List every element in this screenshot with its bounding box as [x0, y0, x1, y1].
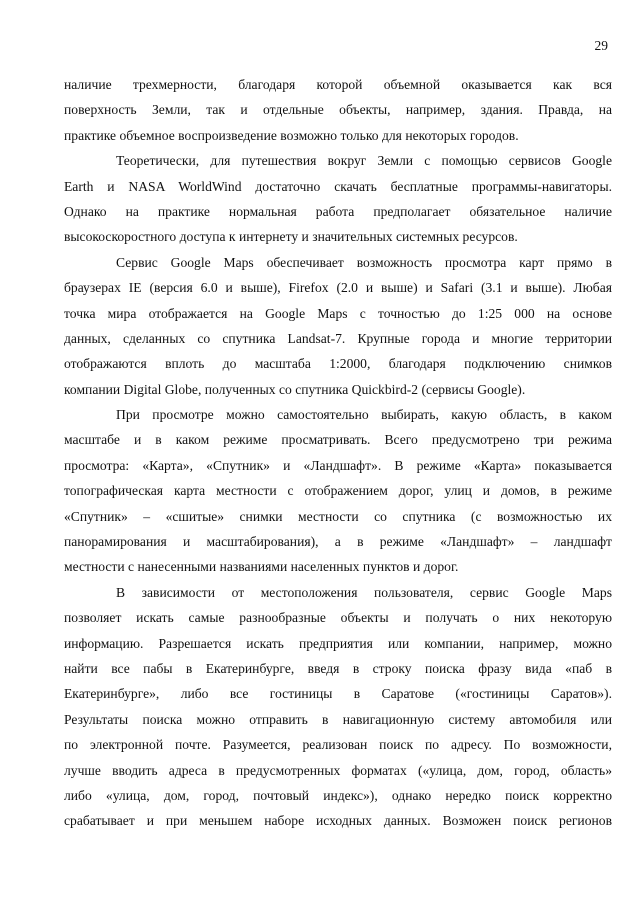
text-line: «Спутник» – «сшитые» снимки местности со спутника (с возможностью их [64, 508, 612, 524]
text-line: отображаются вплоть до масштаба 1:2000, благодаря подключению снимков [64, 356, 612, 372]
page-number: 29 [594, 38, 608, 53]
text-line: данных, сделанных со спутника Landsat-7. Крупные города и многие территории [64, 330, 612, 346]
text-line: информацию. Разрешается искать предприятия или компании, например, можно [64, 635, 612, 651]
text-line: Теоретически, для путешествия вокруг Земли с помощью сервисов Google [116, 153, 612, 169]
text-line: поверхность Земли, так и отдельные объекты, например, здания. Правда, на [64, 102, 612, 118]
text-line: местности с нанесенными названиями населенных пунктов и дорог. [64, 559, 459, 575]
text-line: Екатеринбурге», либо все гостиницы в Саратове («гостиницы Саратов»). [64, 686, 612, 702]
text-line: срабатывает и при меньшем наборе исходных данных. Возможен поиск регионов [64, 813, 612, 829]
text-line: В зависимости от местоположения пользователя, сервис Google Maps [116, 584, 612, 600]
text-line: точка мира отображается на Google Maps с точностью до 1:25 000 на основе [64, 305, 612, 321]
text-line: лучше вводить адреса в предусмотренных форматах («улица, дом, город, область» [64, 762, 612, 778]
text-line: позволяет искать самые разнообразные объекты и получать о них некоторую [64, 610, 612, 626]
text-line: высокоскоростного доступа к интернету и значительных системных ресурсов. [64, 229, 518, 245]
text-line: компании Digital Globe, полученных со спутника Quickbird-2 (сервисы Google). [64, 381, 526, 397]
text-line: Сервис Google Maps обеспечивает возможность просмотра карт прямо в [116, 254, 612, 270]
text-line: наличие трехмерности, благодаря которой объемной оказывается как вся [64, 77, 612, 92]
text-line: Результаты поиска можно отправить в навигационную систему автомобиля или [64, 711, 612, 727]
text-line: топографическая карта местности с отображением дорог, улиц и домов, в режиме [64, 483, 612, 499]
text-line: масштабе и в каком режиме просматривать. Всего предусмотрено три режима [64, 432, 612, 448]
text-line: Earth и NASA WorldWind достаточно скачать бесплатные программы-навигаторы. [64, 178, 612, 194]
text-line: Однако на практике нормальная работа предполагает обязательное наличие [64, 203, 612, 219]
text-line: практике объемное воспроизведение возможно только для некоторых городов. [64, 127, 519, 143]
text-line: по электронной почте. Разумеется, реализован поиск по адресу. По возможности, [64, 737, 612, 753]
text-line: При просмотре можно самостоятельно выбирать, какую область, в каком [116, 407, 612, 423]
text-line: найти все пабы в Екатеринбурге, введя в строку поиска фразу вида «паб в [64, 660, 612, 676]
text-line: либо «улица, дом, город, почтовый индекс»), однако нередко поиск корректно [64, 787, 612, 803]
text-line: просмотра: «Карта», «Спутник» и «Ландшафт». В режиме «Карта» показывается [64, 457, 612, 473]
text-line: панорамирования и масштабирования), а в режиме «Ландшафт» – ландшафт [64, 534, 612, 550]
body-text [64, 72, 612, 834]
text-line: браузерах IE (версия 6.0 и выше), Firefox (2.0 и выше) и Safari (3.1 и выше). Любая [64, 280, 612, 296]
